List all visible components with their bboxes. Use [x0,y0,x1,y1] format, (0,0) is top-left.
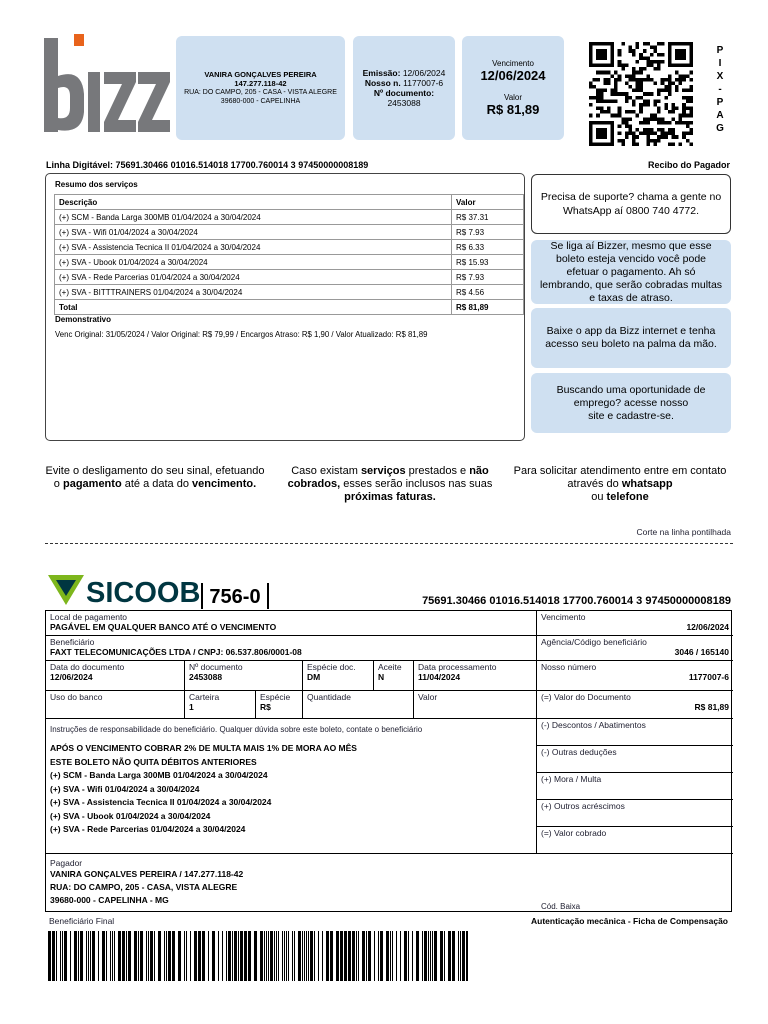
mora-multa-cell [537,773,733,800]
outras-deducoes-label: (-) Outras deduções [541,747,617,757]
bank-code: 756-0 [201,583,269,609]
especie-doc-value: DM [307,672,321,682]
instruction-line: (+) SVA - Ubook 01/04/2024 a 30/04/2024 [50,810,211,821]
col-valor-header: Valor [452,195,524,210]
num-documento-cell [185,661,303,691]
client-info-box [176,36,345,140]
pix-letter: X [716,71,724,82]
doc-number-label: Nº documento: [373,88,435,98]
mora-multa-label: (+) Mora / Multa [541,774,602,784]
table-row [55,225,524,240]
cut-line-label: Corte na linha pontilhada [636,527,731,537]
valor-documento-cell [537,691,733,719]
pix-letter: P [716,45,724,56]
carteira-cell [185,691,256,719]
note2-text-a: Caso existam [291,465,361,477]
aceite-cell [374,661,414,691]
num-documento-label: Nº documento [189,662,243,672]
especie-label: Espécie [260,692,291,702]
outras-deducoes-cell [537,746,733,773]
note-contact [508,465,732,504]
note1-bold-b: vencimento. [192,478,257,490]
sicoob-logo [46,572,202,608]
note-avoid-disconnection [45,465,265,491]
service-value: R$ 15.93 [452,255,524,270]
pagador-cell [46,854,733,912]
demonstrativo-text: Venc Original: 31/05/2024 / Valor Original: R$ 79,99 / Encargos Atraso: R$ 1,90 / Valor Atualizado: R$ 81,89 [55,330,428,339]
nosso-numero-value: 1177007-6 [403,78,444,88]
job-opportunity-box [531,373,731,433]
bank-name: SICOOB [86,577,201,608]
pagador-line: VANIRA GONÇALVES PEREIRA / 147.277.118-42 [50,869,244,879]
especie-cell [256,691,303,719]
pix-letter: A [716,110,724,121]
summary-title: Resumo dos serviços [55,180,138,189]
note2-bold-c: próximas faturas. [344,491,436,503]
pagador-line: 39680-000 - CAPELINHA - MG [50,895,169,905]
service-desc: (+) SCM - Banda Larga 300MB 01/04/2024 a 30/04/2024 [55,210,452,225]
agencia-value: 3046 / 165140 [674,647,729,657]
nosso-numero-cell [537,661,733,691]
bizz-logo [44,34,170,134]
instructions-head: Instruções de responsabilidade do beneficiário. Qualquer dúvida sobre este boleto, contate o beneficiário [50,725,423,734]
service-value: R$ 7.93 [452,270,524,285]
valor-documento-value: R$ 81,89 [694,702,729,712]
service-value: R$ 37.31 [452,210,524,225]
service-value: R$ 4.56 [452,285,524,300]
note1-text-a: Evite o desligamento do seu sinal, efetuando o [45,465,265,490]
instruction-line: (+) SVA - Assistencia Tecnica II 01/04/2024 a 30/04/2024 [50,797,272,807]
carteira-value: 1 [189,702,194,712]
instruction-line: APÓS O VENCIMENTO COBRAR 2% DE MULTA MAIS 1% DE MORA AO MÊS [50,743,357,753]
local-pagamento-value: PAGÁVEL EM QUALQUER BANCO ATÉ O VENCIMENTO [50,622,277,632]
outros-acrescimos-cell [537,800,733,827]
especie-doc-label: Espécie doc. [307,662,356,672]
services-table [54,194,524,315]
payment-slip [45,610,732,912]
document-info-box [353,36,455,140]
cut-line [45,543,733,544]
valor-documento-label: (=) Valor do Documento [541,692,631,702]
autenticacao-label: Autenticação mecânica - Ficha de Compensação [531,916,728,926]
table-header-row [55,195,524,210]
slip-linha-digitavel: 75691.30466 01016.514018 17700.760014 3 97450000008189 [422,595,731,607]
service-value: R$ 6.33 [452,240,524,255]
data-processamento-value: 11/04/2024 [418,672,461,682]
pix-letter: I [718,58,722,69]
quantidade-cell [303,691,414,719]
instruction-line: (+) SVA - Rede Parcerias 01/04/2024 a 30/04/2024 [50,824,246,834]
num-documento-value: 2453088 [189,672,223,682]
due-date-value: 12/06/2024 [480,68,546,83]
due-info-box [462,36,564,140]
client-cpf: 147.277.118-42 [234,79,287,88]
pix-letter: P [716,97,724,108]
amount-value: R$ 81,89 [486,102,540,117]
pix-letter: - [718,84,722,95]
total-row [55,300,524,315]
data-processamento-label: Data processamento [418,662,497,672]
pix-pag-vertical-label [710,44,730,135]
vencimento-cell [537,611,733,636]
col-desc-header: Descrição [55,195,452,210]
uso-banco-cell [46,691,185,719]
uso-banco-label: Uso do banco [50,692,103,702]
data-processamento-cell [414,661,537,691]
note1-bold-a: pagamento [62,478,122,490]
note3-text-a: Para solicitar atendimento entre em contato através do [513,465,727,490]
job-site-link[interactable]: site e cadastre-se. [588,409,674,422]
client-city: 39680-000 - CAPELINHA [220,98,301,105]
aceite-label: Aceite [378,662,402,672]
beneficiario-label: Beneficiário [50,637,95,647]
nosso-numero-slip-label: Nosso número [541,662,597,672]
valor-cobrado-cell [537,827,733,854]
note3-bold-a: whatsapp [621,478,673,490]
demonstrativo-title: Demonstrativo [55,315,112,324]
beneficiario-final-label: Beneficiário Final [49,916,115,926]
vencimento-value: 12/06/2024 [686,622,729,632]
services-summary-panel [45,173,525,441]
agencia-label: Agência/Código beneficiário [541,637,647,647]
instruction-line: (+) SCM - Banda Larga 300MB 01/04/2024 a 30/04/2024 [50,770,268,780]
note2-bold-b: não cobrados, [287,465,489,490]
quantidade-label: Quantidade [307,692,351,702]
note3-bold-b: telefone [606,491,649,503]
carteira-label: Carteira [189,692,220,702]
note2-bold-a: serviços [360,465,406,477]
descontos-cell [537,719,733,746]
data-documento-cell [46,661,185,691]
note3-text-b: ou [591,491,607,503]
recibo-label: Recibo do Pagador [647,160,730,170]
vencimento-label: Vencimento [541,612,586,622]
beneficiario-value: FAXT TELECOMUNICAÇÕES LTDA / CNPJ: 06.537.806/0001-08 [50,647,302,657]
total-label: Total [55,300,452,315]
valor-cobrado-label: (=) Valor cobrado [541,828,607,838]
table-row [55,210,524,225]
service-desc: (+) SVA - Assistencia Tecnica II 01/04/2024 a 30/04/2024 [55,240,452,255]
agencia-cell [537,636,733,661]
especie-value: R$ [260,702,271,712]
instructions-cell [46,719,537,854]
beneficiario-cell [46,636,537,661]
especie-doc-cell [303,661,374,691]
service-desc: (+) SVA - Rede Parcerias 01/04/2024 a 30/04/2024 [55,270,452,285]
total-value: R$ 81,89 [452,300,524,315]
pagador-line: RUA: DO CAMPO, 205 - CASA, VISTA ALEGRE [50,882,238,892]
instruction-line: (+) SVA - Wifi 01/04/2024 a 30/04/2024 [50,783,200,794]
job-text: Buscando uma oportunidade de emprego? acesse nosso [556,383,706,409]
table-row [55,285,524,300]
client-name: VANIRA GONÇALVES PEREIRA [204,70,317,79]
pagador-label: Pagador [50,858,83,868]
instruction-line: ESTE BOLETO NÃO QUITA DÉBITOS ANTERIORES [50,756,257,767]
service-desc: (+) SVA - Wifi 01/04/2024 a 30/04/2024 [55,225,452,240]
data-documento-value: 12/06/2024 [50,672,93,682]
cod-baixa-label: Cód. Baixa [541,902,581,911]
table-row [55,240,524,255]
amount-label: Valor [503,93,523,102]
pix-letter: G [716,123,724,134]
client-address: RUA: DO CAMPO, 205 - CASA - VISTA ALEGRE [184,89,337,96]
table-row [55,270,524,285]
nosso-numero-label: Nosso n. [364,78,401,88]
note2-text-c: esses serão inclusos nas suas [340,478,493,490]
barcode [48,931,468,981]
outros-acrescimos-label: (+) Outros acréscimos [541,801,625,811]
due-date-label: Vencimento [492,59,534,68]
note1-text-b: até a data do [121,478,193,490]
note-uncharged-services [275,465,505,504]
table-row [55,255,524,270]
late-payment-info-box: Se liga aí Bizzer, mesmo que esse boleto esteja vencido você pode efetuar o pagamento. Ah só lembrando, que serão cobradas multas e taxas de atraso. [531,240,731,304]
aceite-value: N [378,672,385,682]
service-desc: (+) SVA - BITTTRAINERS 01/04/2024 a 30/04/2024 [55,285,452,300]
valor-cell [414,691,537,719]
doc-number-value: 2453088 [387,98,421,108]
note2-text-b: prestados e [405,465,470,477]
service-value: R$ 7.93 [452,225,524,240]
descontos-label: (-) Descontos / Abatimentos [541,720,646,730]
local-pagamento-label: Local de pagamento [50,612,128,622]
local-pagamento-cell [46,611,537,636]
nosso-numero-slip-value: 1177007-6 [688,672,729,682]
linha-digitavel: Linha Digitável: 75691.30466 01016.514018 17700.760014 3 97450000008189 [46,160,369,170]
data-documento-label: Data do documento [50,662,125,672]
pix-qr-code [586,42,696,146]
valor-label: Valor [418,692,438,702]
emissao-value: 12/06/2024 [402,68,446,78]
service-desc: (+) SVA - Ubook 01/04/2024 a 30/04/2024 [55,255,452,270]
app-download-box: Baixe o app da Bizz internet e tenha acesso seu boleto na palma da mão. [531,308,731,368]
emissao-label: Emissão: [362,68,401,78]
support-whatsapp-box: Precisa de suporte? chama a gente no WhatsApp aí 0800 740 4772. [531,174,731,234]
